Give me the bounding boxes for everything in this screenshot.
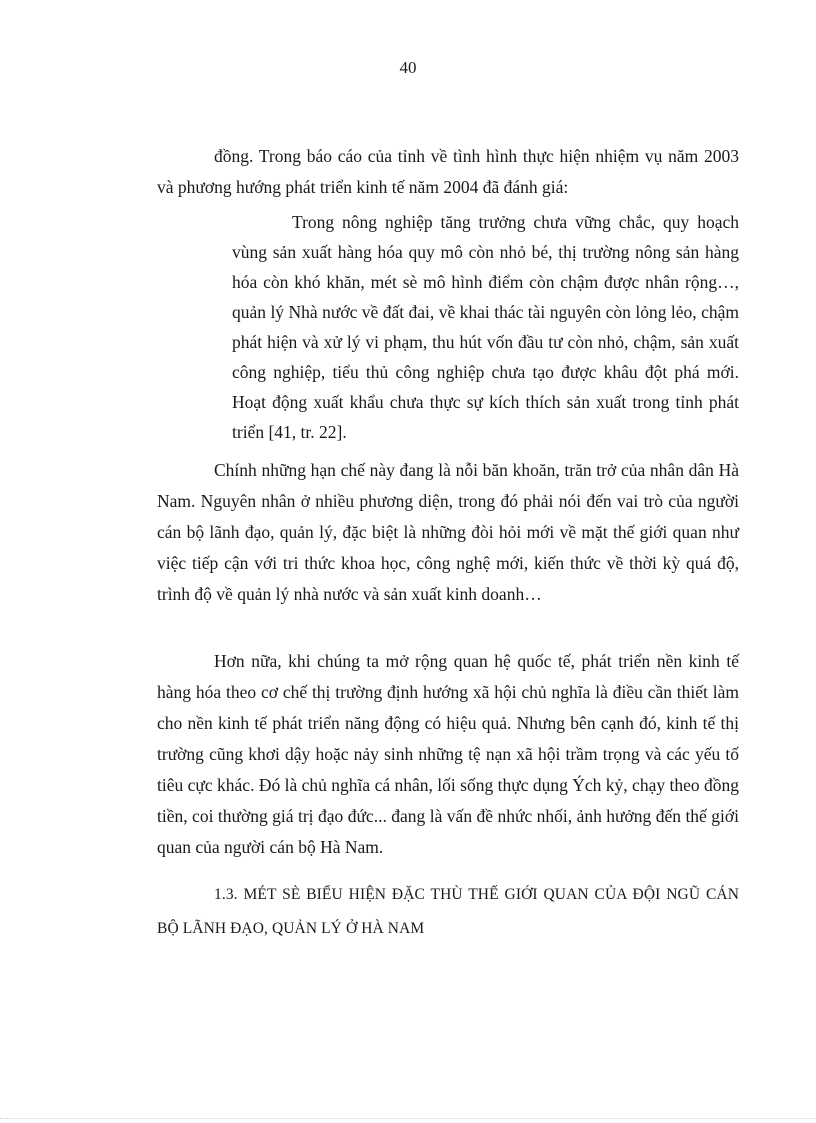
paragraph-intro: đồng. Trong báo cáo của tỉnh về tình hình thực hiện nhiệm vụ năm 2003 và phương hướng phát triển kinh tế năm 2004 đã đánh giá: <box>157 146 739 197</box>
section-heading: 1.3. MÉT SÈ BIỂU HIỆN ĐẶC THÙ THẾ GIỚI QUAN CỦA ĐỘI NGŨ CÁN BỘ LÃNH ĐẠO, QUẢN LÝ Ở HÀ NAM <box>157 886 739 937</box>
block-quote: Trong nông nghiệp tăng trưởng chưa vững chắc, quy hoạch vùng sản xuất hàng hóa quy mô còn nhỏ bé, thị trường nông sản hàng hóa còn khó khăn, mét sè mô hình điểm còn chậm được nhân rộng…, quản lý Nhà nước về đất đai, về khai thác tài nguyên còn lỏng lẻo, chậm phát hiện và xử lý vi phạm, thu hút vốn đầu tư còn nhỏ, chậm, sản xuất công nghiệp, tiểu thủ công nghiệp chưa tạo được khâu đột phá mới. Hoạt động xuất khẩu chưa thực sự kích thích sản xuất trong tỉnh phát triển [41, tr. 22]. <box>232 212 739 442</box>
paragraph-market-economy: Hơn nữa, khi chúng ta mở rộng quan hệ quốc tế, phát triển nền kinh tế hàng hóa theo cơ chế thị trường định hướng xã hội chủ nghĩa là điều cần thiết làm cho nền kinh tế phát triển năng động có hiệu quả. Nhưng bên cạnh đó, kinh tế thị trường cũng khơi dậy hoặc nảy sinh những tệ nạn xã hội trầm trọng và các yếu tố tiêu cực khác. Đó là chủ nghĩa cá nhân, lối sống thực dụng Ých kỷ, chạy theo đồng tiền, coi thường giá trị đạo đức... đang là vấn đề nhức nhối, ảnh hưởng đến thế giới quan của người cán bộ Hà Nam. <box>157 651 739 857</box>
page-bottom-divider <box>0 1118 816 1119</box>
page-number: 40 <box>399 58 417 77</box>
paragraph-limitations: Chính những hạn chế này đang là nỗi băn khoăn, trăn trở của nhân dân Hà Nam. Nguyên nhân ở nhiều phương diện, trong đó phải nói đến vai trò của người cán bộ lãnh đạo, quản lý, đặc biệt là những đòi hỏi mới về mặt thế giới quan như việc tiếp cận với tri thức khoa học, công nghệ mới, kiến thức về thời kỳ quá độ, trình độ về quản lý nhà nước và sản xuất kinh doanh… <box>157 460 739 604</box>
